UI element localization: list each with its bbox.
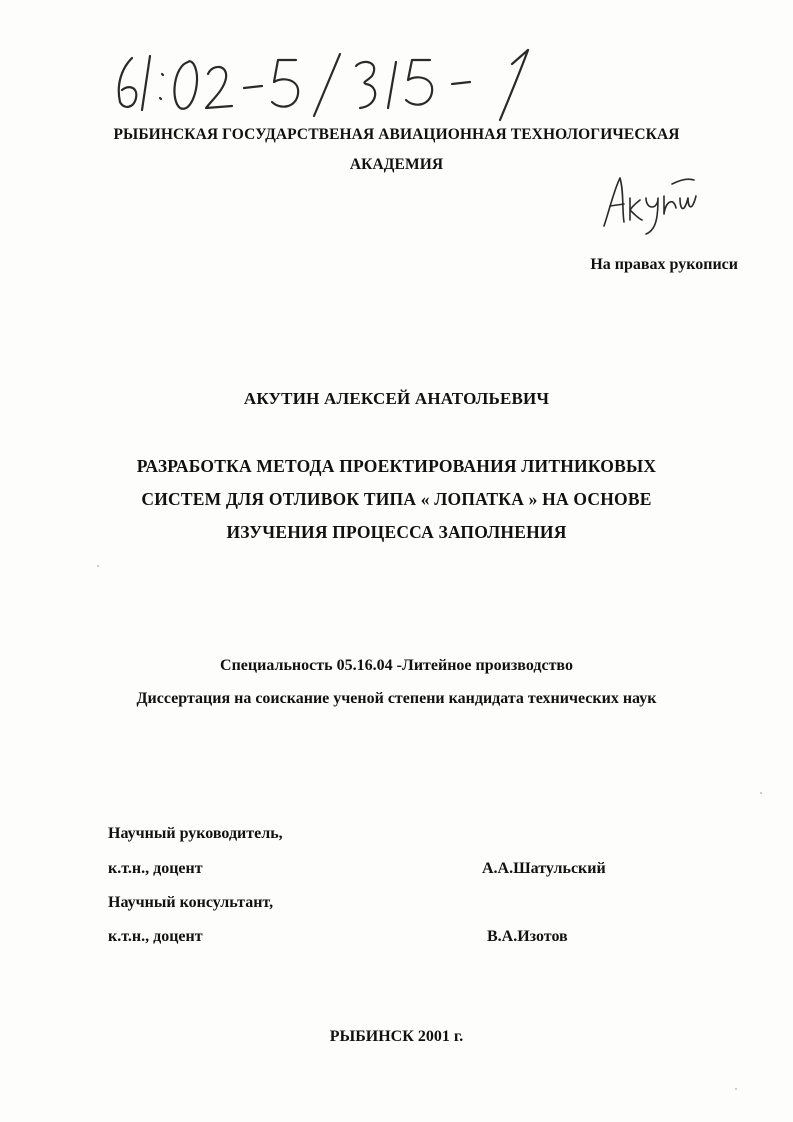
handwritten-archive-code	[108, 44, 548, 124]
scan-speck	[97, 565, 99, 567]
consultant-degree: к.т.н., доцент	[108, 928, 203, 945]
supervisor-degree: к.т.н., доцент	[108, 860, 203, 877]
institution-name-line-1: РЫБИНСКАЯ ГОСУДАРСТВЕНАЯ АВИАЦИОННАЯ ТЕХНОЛОГИЧЕСКАЯ	[113, 126, 680, 143]
author-name: АКУТИН АЛЕКСЕЙ АНАТОЛЬЕВИЧ	[243, 389, 550, 408]
institution-name-line-2: АКАДЕМИЯ	[349, 156, 444, 173]
scan-speck	[735, 1088, 737, 1090]
thesis-title-line-3: ИЗУЧЕНИЯ ПРОЦЕССА ЗАПОЛНЕНИЯ	[226, 522, 567, 542]
rights-notice: На правах рукописи	[590, 256, 738, 273]
degree-line: Диссертация на соискание ученой степени кандидата технических наук	[136, 690, 657, 707]
supervisor-role: Научный руководитель,	[108, 825, 283, 842]
specialty-line: Специальность 05.16.04 -Литейное производство	[220, 657, 573, 674]
consultant-name: В.А.Изотов	[487, 928, 568, 945]
city-and-year: РЫБИНСК 2001 г.	[329, 1028, 464, 1045]
scan-speck	[760, 792, 762, 794]
thesis-title-line-2: СИСТЕМ ДЛЯ ОТЛИВОК ТИПА « ЛОПАТКА » НА ОСНОВЕ	[141, 489, 652, 509]
thesis-title-line-1: РАЗРАБОТКА МЕТОДА ПРОЕКТИРОВАНИЯ ЛИТНИКОВЫХ	[136, 456, 657, 476]
consultant-role: Научный консультант,	[108, 894, 274, 911]
handwritten-signature	[600, 168, 700, 240]
supervisor-name: А.А.Шатульский	[482, 860, 606, 877]
